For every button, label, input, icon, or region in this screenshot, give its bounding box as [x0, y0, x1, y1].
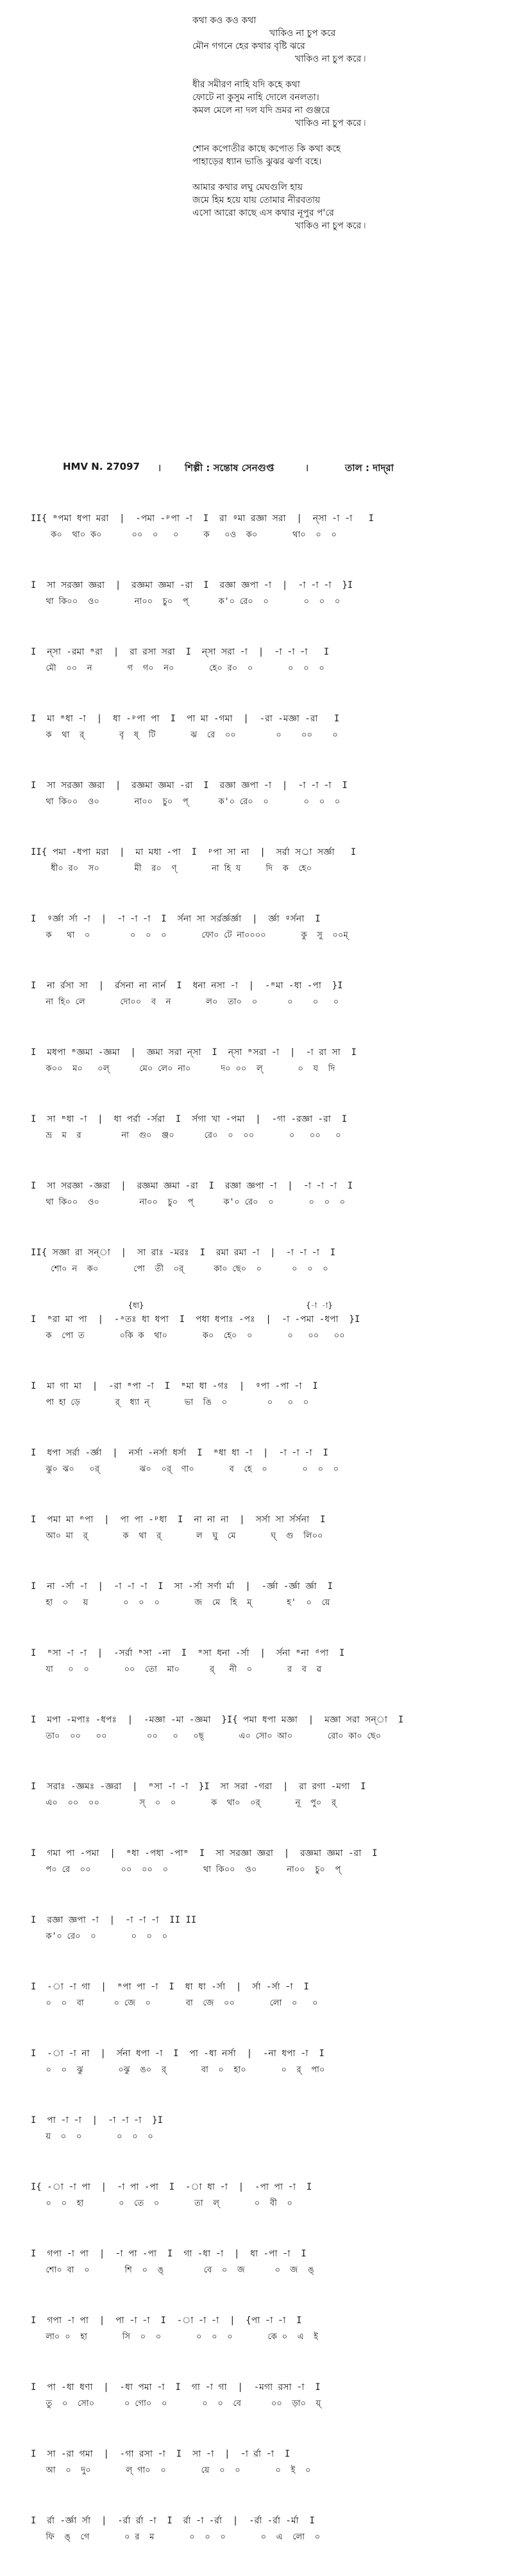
lyric-syllable-line: তা০ ০০ ০০ ০০ ০ ০ছ্ এ০ সো০ আ০ রো০ কা০ ছে০ [31, 1731, 382, 1741]
swara-line: II{ ᵐপমা ধপা মরা | -পমা -ᵖপা -া I রা ᵍমা রজ্ঞা সরা | ন্‌সা -া -া I [31, 513, 374, 524]
lyric-line: জমে হিম হয়ে যায় তোমার নীরবতায় [192, 195, 321, 205]
lyric-syllable-line: না হি০ লে দো০০ ব ন ল০ তা০ ০ ০ ০ ০ [31, 997, 339, 1007]
lyric-syllable-line: ক০০ ম০ ০ল্ মে০ লে০ না০ দ০ ০০ ল্ ০ য দি [31, 1064, 335, 1074]
lyric-syllable-line: আ০ মা র্ ক থা র্ ল ঘু মে ঘ্ গু লি০০ [31, 1531, 323, 1541]
notation-block [31, 1301, 492, 1352]
lyric-line: খাকিও না চুপ করে ৷ [295, 221, 366, 231]
lyric-syllable-line: ভ্র ম র না গু০ ঞ্জ০ রে০ ০ ০০ ০ ০০ ০ [31, 1131, 341, 1140]
swara-line: I ধপা সর্রা -র্জ্ঞা | নর্সা -নর্সা ধর্সা I ᵐধা ধা -া | -া -া -া I [31, 1448, 328, 1458]
notation-block [31, 1708, 492, 1752]
swara-line: I সরাঃ -জ্ঞমঃ -জ্ঞরা | ᵐসা -া -া }I সা সরা -গরা | রা রগা -মগা I [31, 1782, 366, 1792]
notation-block [31, 2309, 492, 2353]
lyric-syllable-line: শো০ বা ০ শি ০ ঙ্ বে ০ জ ০ জ ঙ্ [31, 2265, 314, 2275]
swara-line: I গপা -া পা | পা -া -া I -া -া -া | {পা -া -া I [31, 2315, 302, 2326]
notation-block [31, 774, 492, 818]
lyric-line: মৌন গগনে হের কথার বৃষ্টি ঝরে [192, 41, 305, 51]
notation-block [31, 1975, 492, 2019]
swara-line: I সা সরজ্ঞা জ্ঞরা | রজ্ঞমা জ্ঞমা -রা I রজ্ঞা জ্ঞপা -া | -া -া -া }I [31, 580, 353, 590]
lyric-syllable-line: ক থা ০ ০ ০ ০ ফো০ টে না০০০০ কু সু ০০ম্ [31, 931, 348, 940]
swara-line: I সা সরজ্ঞা -জ্ঞরা | রজ্ঞমা জ্ঞমা -রা I রজ্ঞা জ্ঞপা -া | -া -া -া I [31, 1181, 353, 1191]
notation-block [31, 640, 492, 684]
separator: ৷ [307, 462, 308, 474]
lyric-syllable-line: য় ০ ০ ০ ০ ০ [31, 2132, 153, 2142]
swara-line: I না র্রসা সা | র্রসনা না নার্ন I ধনা নসা -া | -ᵐমা -ধা -পা }I [31, 981, 343, 991]
notation-block [31, 2509, 492, 2553]
swara-line: I গপা -া পা | -া পা -পা I গা -ধা -া | ধা -পা -া I [31, 2249, 307, 2259]
separator: ৷ [159, 462, 161, 474]
swara-line: I পমা মা ᵐপা | পা পা -ᵖধা I না না না | সর্সা সা র্সর্সনা I [31, 1515, 326, 1525]
swara-line: I সা সরজ্ঞা জ্ঞরা | রজ্ঞমা জ্ঞমা -রা I রজ্ঞা জ্ঞপা -া | -া -া -া I [31, 780, 348, 791]
notation-block [31, 1041, 492, 1085]
lyric-syllable-line: ০ ০ বা ০ জে ০ বা জে ০০ লো ০ ০ [31, 1998, 318, 2008]
lyric-syllable-line: ০ ০ হা ০ তে ০ তা ল্ ০ বী ০ [31, 2199, 292, 2208]
lyric-line: শোন কপোতীর কাছে কপোত কি কথা কহে [192, 144, 341, 154]
lyric-syllable-line: থা কি০০ ও০ না০০ চু০ প্ ক'০ রে০ ০ ০ ০ ০ [31, 597, 341, 606]
swara-line: I মপা -মপাঃ -ধপঃ | -মজ্ঞা -মা -জ্ঞমা }I{ পমা ধপা মজ্ঞা | মজ্ঞা সরা সন্‌া I [31, 1715, 404, 1725]
notation-block [31, 1909, 492, 1952]
swara-line: I ᵍর্জ্ঞা র্সা -া | -া -া -া I র্সনা সা সর্রর্জ্ঞর্জ্ঞা | র্জ্ঞা ᵍর্সনা I [31, 914, 321, 924]
lyric-syllable-line: ক০ থা০ ক০ ০০ ০ ০ ক ০ও ক০ থা০ ০ ০ [31, 530, 337, 540]
tal-label: তাল : দাদ্‌রা [345, 462, 394, 474]
swara-line: I রজ্ঞা জ্ঞপা -া | -া -া -া II II [31, 1915, 197, 1925]
lyric-syllable-line: আ ০ দু০ ল্ গা০ ০ য়ে ০ ০ ০ ই ০ [31, 2466, 311, 2475]
lyric-line: পাহাড়ের ধ্যান ভাঙি ঝুঝর ঝর্ণা বহে। [192, 157, 322, 167]
lyric-line: খাকিও না চুপ করে ৷ [295, 54, 366, 64]
notation-block [31, 2109, 492, 2152]
notation-block [31, 1375, 492, 1418]
lyric-syllable-line: ধী০ র০ স০ মী র০ ণ্ না হি য দি ক হে০ [31, 864, 312, 873]
notation-block [31, 974, 492, 1018]
notation-block [31, 841, 492, 884]
swara-line: I -া -া না | র্সনা ধপা -া I পা -ধা নর্সা | -না ধপা -া I [31, 2048, 324, 2059]
swara-line: I -া -া গা | ᵐপা পা -া I ধা ধা -র্সা | র্সা -র্সা -া I [31, 1982, 309, 1992]
notation-block [31, 1441, 492, 1485]
notation-block [31, 1575, 492, 1619]
notation-block [31, 2042, 492, 2086]
swara-line: I মধপা ᵐজ্ঞমা -জ্ঞমা | জ্ঞমা সরা ন্‌সা I ন্‌সা ᵐসরা -া | -া রা সা I [31, 1047, 357, 1058]
lyric-syllable-line: মৌ ০০ ন গ গ০ ন০ হে০ র০ ০ ০ ০ ০ [31, 664, 324, 673]
notation-block [31, 1642, 492, 1685]
swara-line: I ᵐসা -া -া | -সর্রা ᵐসা -না I ᵐসা ধনা -র্সা | র্সনা ᵐনা ᵈপা I [31, 1648, 345, 1658]
swara-line: I র্রা -র্জ্ঞা র্সা | -র্রা র্রা -া I র্রা -া -র্রা | -র্রা -র্রা -র্মা I [31, 2516, 315, 2526]
notation-annotation: {ধা} {-া -া} [31, 1301, 333, 1310]
notation-block [31, 2443, 492, 2486]
notation-block [31, 2242, 492, 2286]
swara-line: I{ -া -া পা | -া পা -পা I -া ধা -া | -পা পা -া I [31, 2182, 312, 2192]
lyric-syllable-line: ক পো ত ০কি ক থা০ ক০ হে০ ০ ০ ০০ ০০ [31, 1331, 345, 1341]
artist-label: শিল্পী : সন্তোষ সেনগুপ্ত [185, 462, 274, 474]
record-number: HMV N. 27097 [63, 461, 140, 472]
swara-line: I মা গা মা | -রা ᵐপা -া I ᵐমা ধা -গঃ | ᵍপা -পা -া I [31, 1381, 318, 1391]
notation-block [31, 1508, 492, 1552]
lyric-line: খাকিও না চুপ করে ৷ [295, 118, 366, 128]
lyric-syllable-line: লা০ ০ হা সি ০ ০ ০ ০ ০ কে ০ এ ই [31, 2332, 319, 2342]
lyric-line: ফোটে না কুসুম নাহি দোলে বনলতা। [192, 92, 319, 103]
lyric-syllable-line: ঝু০ ঝ০ ০র্ ঝ০ ০র্ ণা০ ব হে ০ ০ ০ ০ [31, 1464, 339, 1474]
lyric-line: কমল মেলে না দল যদি ভ্রমর না গুঞ্জরে [192, 105, 330, 116]
swara-line: I সা -রা গমা | -গা রসা -া I সা -া | -া র্রা -া I [31, 2449, 290, 2459]
lyric-line: খাকিও না চুপ করে [269, 28, 336, 39]
lyric-stanza [192, 181, 462, 232]
notation-block [31, 707, 492, 751]
notation-block [31, 1842, 492, 1885]
lyric-line: আমার কথার লঘু মেঘগুলি হায় [192, 182, 303, 193]
notation-block [31, 574, 492, 617]
swara-line: I মা ᵐধা -া | ধা -ᵖপা পা I পা মা -গমা | -রা -মজ্ঞা -রা I [31, 714, 340, 724]
lyric-syllable-line: থা কি০০ ও০ না০০ চু০ প্ ক'০ রে০ ০ ০ ০ ০ [31, 1198, 346, 1207]
notation-block [31, 1108, 492, 1151]
lyric-syllable-line: ক'০ রে০ ০ ০ ০ ০ [31, 1932, 168, 1941]
song-header [63, 461, 473, 476]
swara-line: I গমা পা -পমা | ᵐধা -পধা -পাᵐ I সা সরজ্ঞা জ্ঞরা | রজ্ঞমা জ্ঞমা -রা I [31, 1848, 378, 1859]
lyric-syllable-line: এ০ ০০ ০০ স্ ০ ০ ক থা০ ০র্ নূ পু০ র্ [31, 1798, 337, 1808]
lyrics-section [192, 14, 462, 245]
lyric-syllable-line: ক থা র্ বৃ ষ্ টি ঝ রে ০০ ০ ০০ ০ [31, 730, 338, 740]
swara-line: II{ পমা -ধপা মরা | মা মধা -পা I ᵖপা সা না | সর্রা সর্া সর্জ্ঞা I [31, 847, 357, 857]
lyric-line: এসো আরো কাছে এস কথার নূপুর প'রে [192, 208, 334, 218]
lyric-syllable-line: পা হা ড়ে র্ ধ্যা ন্ ভা ঙি ০ ০ ০ ০ [31, 1398, 309, 1407]
swara-line: I না -র্সা -া | -া -া -া I সা -র্সা সর্ণা র্মা | -র্জ্ঞা -র্জ্ঞা র্জ্ঞা I [31, 1581, 333, 1592]
swara-line: I সা ᵐধা -া | ধা পর্রা -র্সরা I র্সগা খা -পমা | -গা -রজ্ঞা -রা I [31, 1114, 348, 1124]
notation-block [31, 1241, 492, 1285]
notation-block [31, 1174, 492, 1218]
notation-block [31, 507, 492, 551]
lyric-syllable-line: হা ০ য় ০ ০ ০ জ মে হি ম্ হ' ০ য়ে [31, 1598, 330, 1608]
notation-block [31, 2176, 492, 2219]
lyric-stanza [192, 14, 462, 65]
notation-block [31, 2376, 492, 2419]
notation-section [31, 507, 492, 2576]
lyric-syllable-line: প০ রে ০০ ০০ ০০ ০ থা কি০০ ও০ না০০ চু০ প্ [31, 1865, 341, 1875]
lyric-syllable-line: শো০ ন ক০ পো তী ০র্ কা০ ছে০ ০ ০ ০ ০ [31, 1264, 328, 1274]
lyric-stanza [192, 142, 462, 168]
swara-line: I পা -ধা ধণা | -ধা পমা -া I গা -া গা | -মগা রসা -া I [31, 2382, 321, 2392]
lyric-syllable-line: ফি ঙ্ গে ০ র ম ০ ০ ০ ০ এ লো ০ [31, 2532, 321, 2542]
lyric-syllable-line: ০ ০ ঝু ০ঝু ঙ০ র্ বা ০ হা০ ০ র্ পা০ [31, 2065, 325, 2075]
swara-line: I ন্‌সা -রমা ᵐরা | রা রসা সরা I ন্‌সা সরা -া | -া -া -া I [31, 647, 330, 657]
swara-line: II{ সজ্ঞা রা সন্‌া | সা রাঃ -মরঃ I রমা রমা -া | -া -া -া I [31, 1248, 336, 1258]
lyric-stanza [192, 78, 462, 130]
swara-line: I ᵐরা মা পা | -ᵃতঃ ধা ধপা I পধা ধপাঃ -পঃ | -া -পমা -ধপা }I [31, 1314, 360, 1325]
lyric-line: ধীর সমীরণ নাহি যদি কহে কথা [192, 80, 300, 90]
lyric-syllable-line: যা ০ ০ ০০ তো মা০ র্ নী ০ র ব ৱ [31, 1665, 322, 1674]
notation-block [31, 907, 492, 951]
lyric-syllable-line: তু ০ সো০ ০ গো০ ০ ০ ০ বে ০০ ড়া০ য়্ [31, 2399, 321, 2409]
notation-block [31, 1775, 492, 1819]
lyric-line: কথা কও কও কথা [192, 15, 256, 26]
swara-line: I পা -া -া | -া -া -া }I [31, 2115, 164, 2125]
lyric-syllable-line: থা কি০০ ও০ না০০ চু০ প্ ক'০ রে০ ০ ০ ০ ০ [31, 797, 341, 807]
